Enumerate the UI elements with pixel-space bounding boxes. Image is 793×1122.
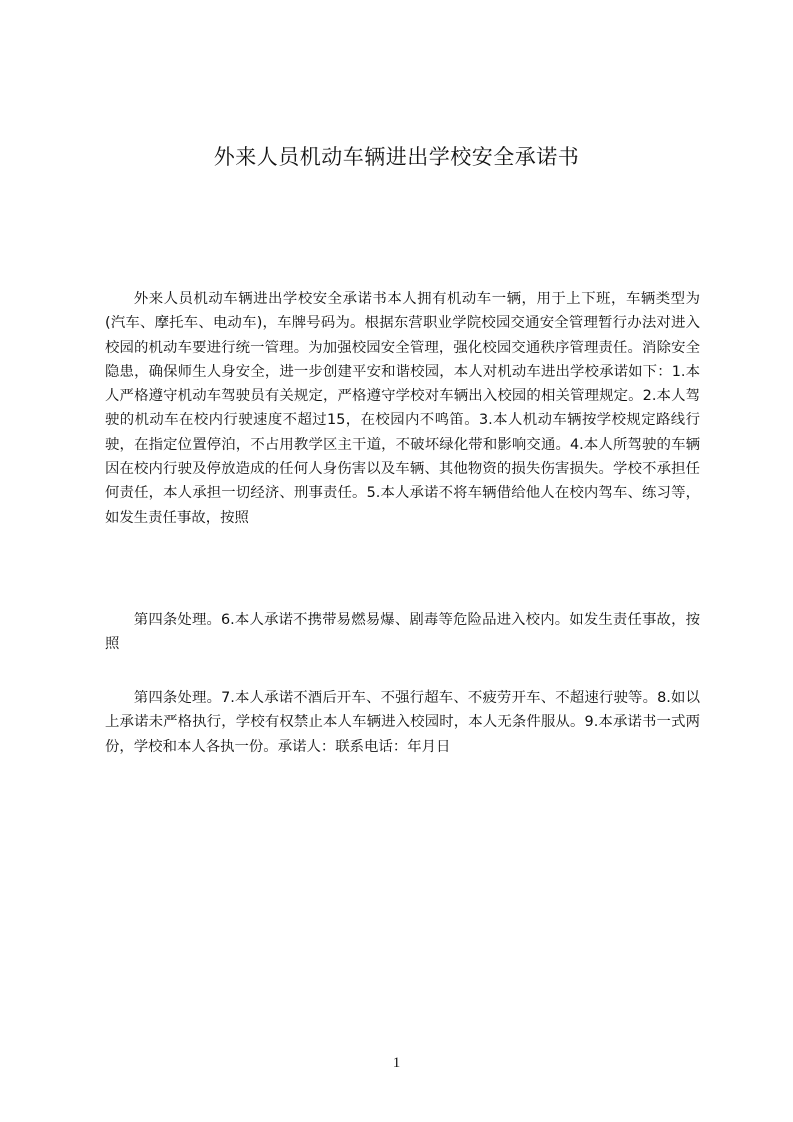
body-paragraph-2: 第四条处理。6.本人承诺不携带易燃易爆、剧毒等危险品进入校内。如发生责任事故，按照 — [105, 612, 700, 653]
body-paragraph-3: 第四条处理。7.本人承诺不酒后开车、不强行超车、不疲劳开车、不超速行驶等。8.如以上承诺未严格执行，学校有权禁止本人车辆进入校园时，本人无条件服从。9.本承诺书一式两份，学校和本人各执一份。承诺人：联系电话：年月日 — [105, 690, 700, 755]
page-number: 1 — [392, 1055, 401, 1071]
body-paragraph-1: 外来人员机动车辆进出学校安全承诺书本人拥有机动车一辆，用于上下班，车辆类型为(汽车、摩托车、电动车)，车牌号码为。根据东营职业学院校园交通安全管理暂行办法对进入校园的机动车要进行统一管理。为加强校园安全管理，强化校园交通秩序管理责任。消除安全隐患，确保师生人身安全，进一步创建平安和谐校园，本人对机动车进出学校承诺如下：1.本人严格遵守机动车驾驶员有关规定，严格遵守学校对车辆出入校园的相关管理规定。2.本人驾驶的机动车在校内行驶速度不超过15，在校园内不鸣笛。3.本人机动车辆按学校规定路线行驶，在指定位置停泊，不占用教学区主干道，不破坏绿化带和影响交通。4.本人所驾驶的车辆因在校内行驶及停放造成的任何人身伤害以及车辆、其他物资的损失伤害损失。学校不承担任何责任，本人承担一切经济、刑事责任。5.本人承诺不将车辆借给他人在校内驾车、练习等，如发生责任事故，按照 — [105, 291, 700, 526]
document-title: 外来人员机动车辆进出学校安全承诺书 — [213, 145, 580, 169]
